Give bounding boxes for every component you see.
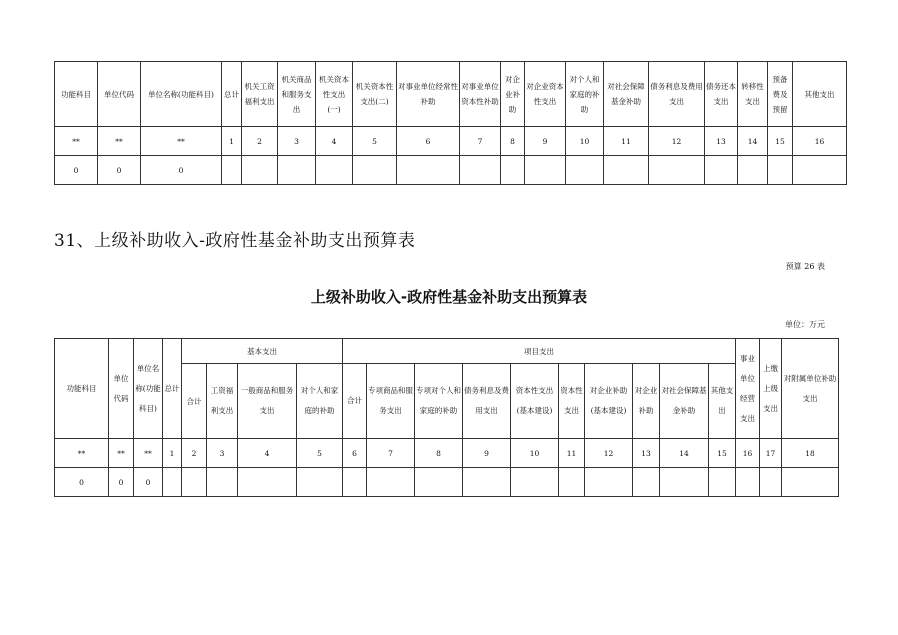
header-cell: 合计 — [343, 364, 367, 439]
index-cell: 6 — [397, 127, 460, 156]
index-cell: 15 — [709, 439, 736, 468]
data-cell — [343, 468, 367, 497]
index-cell: 16 — [793, 127, 847, 156]
data-cell — [163, 468, 182, 497]
index-cell: 1 — [222, 127, 242, 156]
header-cell: 合计 — [182, 364, 207, 439]
data-cell — [633, 468, 660, 497]
data-cell: 0 — [55, 468, 109, 497]
header-cell: 机关资本性支出(一) — [316, 62, 353, 127]
index-cell: ** — [134, 439, 163, 468]
data-cell — [566, 156, 604, 185]
index-cell: 9 — [525, 127, 566, 156]
header-cell: 对个人和家庭的补助 — [297, 364, 343, 439]
table1-data-row — [55, 156, 847, 185]
index-cell: 5 — [353, 127, 397, 156]
index-cell: 10 — [566, 127, 604, 156]
data-cell — [460, 156, 501, 185]
index-cell: 2 — [242, 127, 278, 156]
header-cell: 债务利息及费用支出 — [463, 364, 511, 439]
index-cell: ** — [109, 439, 134, 468]
header-cell: 总计 — [222, 62, 242, 127]
expenditure-table-2 — [54, 338, 839, 497]
header-cell: 对企业补助 — [633, 364, 660, 439]
table1-index-row — [55, 127, 847, 156]
table2-index-row — [55, 439, 839, 468]
header-cell: 资本性支出(基本建设) — [511, 364, 559, 439]
data-cell — [367, 468, 415, 497]
header-cell: 对企业补助 — [501, 62, 525, 127]
data-cell — [511, 468, 559, 497]
header-cell: 专项商品和服务支出 — [367, 364, 415, 439]
data-cell — [793, 156, 847, 185]
header-cell: 预备费及预留 — [768, 62, 793, 127]
index-cell: 13 — [705, 127, 738, 156]
index-cell: 9 — [463, 439, 511, 468]
header-cell: 对附属单位补助支出 — [782, 339, 839, 439]
header-cell: 对个人和家庭的补助 — [566, 62, 604, 127]
header-cell: 对事业单位资本性补助 — [460, 62, 501, 127]
header-cell: 转移性支出 — [738, 62, 768, 127]
data-cell — [768, 156, 793, 185]
data-cell — [242, 156, 278, 185]
data-cell — [525, 156, 566, 185]
header-cell: 机关工资福利支出 — [242, 62, 278, 127]
data-cell: 0 — [134, 468, 163, 497]
data-cell — [297, 468, 343, 497]
header-cell: 事业单位经营支出 — [736, 339, 760, 439]
index-cell: 14 — [660, 439, 709, 468]
data-cell — [238, 468, 297, 497]
index-cell: ** — [98, 127, 141, 156]
index-cell: 7 — [460, 127, 501, 156]
header-cell: 上缴上级支出 — [760, 339, 782, 439]
header-cell: 对企业补助(基本建设) — [585, 364, 633, 439]
header-cell: 单位名称(功能科目) — [134, 339, 163, 439]
data-cell: 0 — [109, 468, 134, 497]
group-header-basic: 基本支出 — [182, 339, 343, 364]
header-cell: 对事业单位经常性补助 — [397, 62, 460, 127]
index-cell: ** — [141, 127, 222, 156]
data-cell — [705, 156, 738, 185]
header-cell: 对企业资本性支出 — [525, 62, 566, 127]
index-cell: 18 — [782, 439, 839, 468]
index-cell: 4 — [238, 439, 297, 468]
index-cell: 3 — [278, 127, 316, 156]
data-cell — [278, 156, 316, 185]
index-cell: 6 — [343, 439, 367, 468]
data-cell — [782, 468, 839, 497]
header-cell: 单位代码 — [109, 339, 134, 439]
data-cell: 0 — [55, 156, 98, 185]
table1-header-row — [55, 62, 847, 127]
index-cell: 8 — [501, 127, 525, 156]
index-cell: 16 — [736, 439, 760, 468]
data-cell — [709, 468, 736, 497]
header-cell: 功能科目 — [55, 339, 109, 439]
header-cell: 其他支出 — [793, 62, 847, 127]
header-cell: 债务还本支出 — [705, 62, 738, 127]
data-cell — [207, 468, 238, 497]
header-cell: 其他支出 — [709, 364, 736, 439]
header-cell: 专项对个人和家庭的补助 — [415, 364, 463, 439]
data-cell — [182, 468, 207, 497]
data-cell — [660, 468, 709, 497]
data-cell — [397, 156, 460, 185]
expenditure-table-1 — [54, 61, 847, 185]
data-cell: 0 — [98, 156, 141, 185]
index-cell: 2 — [182, 439, 207, 468]
index-cell: 1 — [163, 439, 182, 468]
index-cell: 3 — [207, 439, 238, 468]
data-cell — [649, 156, 705, 185]
section-heading: 31、上级补助收入-政府性基金补助支出预算表 — [54, 231, 416, 251]
header-cell: 功能科目 — [55, 62, 98, 127]
data-cell — [585, 468, 633, 497]
table2-data-row — [55, 468, 839, 497]
data-cell — [415, 468, 463, 497]
data-cell — [738, 156, 768, 185]
data-cell: 0 — [141, 156, 222, 185]
group-header-project: 项目支出 — [343, 339, 736, 364]
table-number: 预算 26 表 — [785, 262, 825, 271]
header-cell: 一般商品和服务支出 — [238, 364, 297, 439]
header-cell: 工资福利支出 — [207, 364, 238, 439]
table2-header-row — [55, 339, 839, 364]
index-cell: ** — [55, 127, 98, 156]
header-cell: 对社会保障基金补助 — [604, 62, 649, 127]
data-cell — [604, 156, 649, 185]
data-cell — [501, 156, 525, 185]
index-cell: 12 — [585, 439, 633, 468]
header-cell: 总计 — [163, 339, 182, 439]
unit-label: 单位：万元 — [785, 320, 825, 329]
index-cell: 7 — [367, 439, 415, 468]
index-cell: 13 — [633, 439, 660, 468]
header-cell: 机关资本性支出(二) — [353, 62, 397, 127]
data-cell — [559, 468, 585, 497]
header-cell: 单位代码 — [98, 62, 141, 127]
data-cell — [736, 468, 760, 497]
index-cell: 8 — [415, 439, 463, 468]
header-cell: 对社会保障基金补助 — [660, 364, 709, 439]
data-cell — [760, 468, 782, 497]
index-cell: 10 — [511, 439, 559, 468]
index-cell: 11 — [604, 127, 649, 156]
page-title: 上级补助收入-政府性基金补助支出预算表 — [310, 288, 588, 306]
header-cell: 债务利息及费用支出 — [649, 62, 705, 127]
data-cell — [222, 156, 242, 185]
header-cell: 单位名称(功能科目) — [141, 62, 222, 127]
index-cell: 17 — [760, 439, 782, 468]
data-cell — [353, 156, 397, 185]
data-cell — [463, 468, 511, 497]
index-cell: 5 — [297, 439, 343, 468]
index-cell: 12 — [649, 127, 705, 156]
data-cell — [316, 156, 353, 185]
index-cell: 14 — [738, 127, 768, 156]
header-cell: 机关商品和服务支出 — [278, 62, 316, 127]
header-cell: 资本性支出 — [559, 364, 585, 439]
index-cell: 4 — [316, 127, 353, 156]
index-cell: ** — [55, 439, 109, 468]
index-cell: 15 — [768, 127, 793, 156]
index-cell: 11 — [559, 439, 585, 468]
